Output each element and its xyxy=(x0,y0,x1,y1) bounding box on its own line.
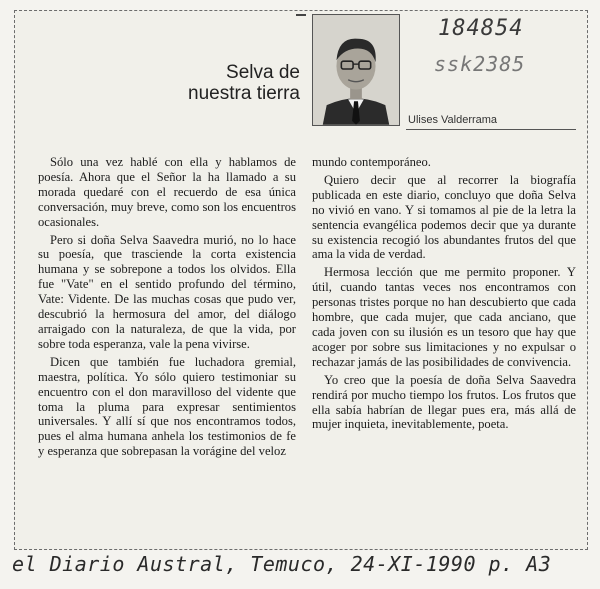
article-left-column xyxy=(38,155,296,462)
article-title xyxy=(160,62,300,104)
paragraph: Sólo una vez hablé con ella y hablamos de poesía. Ahora que el Señor la ha llamado a su morada quedaré con el recuerdo de esa única conversación, muy breve, como son los encuentros ocasionales. xyxy=(38,155,296,229)
paragraph: Hermosa lección que me permito proponer. Y útil, cuando tantas veces nos encontramos con personas tristes porque no han descubierto que cada hombre, que cada mujer, que cada anciano, que cada joven con su ilusión es un tesoro que hay que acoger por sobre sus limitaciones y no expulsar o rechazar jamás de las posibilidades de convivencia. xyxy=(312,265,576,369)
byline-rule xyxy=(406,129,576,130)
article-right-column xyxy=(312,155,576,435)
author-photo xyxy=(312,14,400,126)
author-byline: Ulises Valderrama xyxy=(408,114,498,126)
paragraph-continuation: mundo contemporáneo. xyxy=(312,155,431,169)
portrait-image xyxy=(313,15,399,125)
catalog-code: ssk2385 xyxy=(434,52,526,76)
paragraph: Quiero decir que al recorrer la biografía publicada en este diario, concluyo que doña Selva no vivió en vano. Y si tomamos al pie de la letra la sentencia evangélica podemos decir que ya durante su existencia recogió los abundantes frutos del que ama la vida de verdad. xyxy=(312,172,576,262)
handwritten-source-note: el Diario Austral, Temuco, 24-XI-1990 p. A3 xyxy=(12,552,552,576)
title-line-2: nuestra tierra xyxy=(188,83,300,104)
divider xyxy=(296,14,306,16)
paragraph: Yo creo que la poesía de doña Selva Saavedra rendirá por mucho tiempo los frutos. Los frutos que ella sabía habrían de llegar pues era, más allá de mujer inquieta, inevitablemente, poeta. xyxy=(312,372,576,432)
paragraph: Dicen que también fue luchadora gremial, maestra, política. Yo sólo quiero testimoniar su encuentro con el don maravilloso del vidente que toma la pluma para expresar sentimientos universales. Y allí sí que nos encontramos todos, pues el alma humana anhela los testimonios de fe y esperanza que sobrepasan la vorágine del veloz xyxy=(38,354,296,459)
paragraph: Pero si doña Selva Saavedra murió, no lo hace su poesía, que trasciende la corta existencia humana y se sobrepone a todos los olvidos. Ella fue "Vate" en el sentido profundo del término, Vate: Vidente. De las muchas cosas que pudo ver, descubrió la hermosura del amor, del diálogo arraigado con la naturaleza, de que la vida, por sobre toda esperanza, vale la pena vivirse. xyxy=(38,232,296,351)
catalog-number: 184854 xyxy=(438,16,524,41)
title-line-1: Selva de xyxy=(226,62,300,83)
